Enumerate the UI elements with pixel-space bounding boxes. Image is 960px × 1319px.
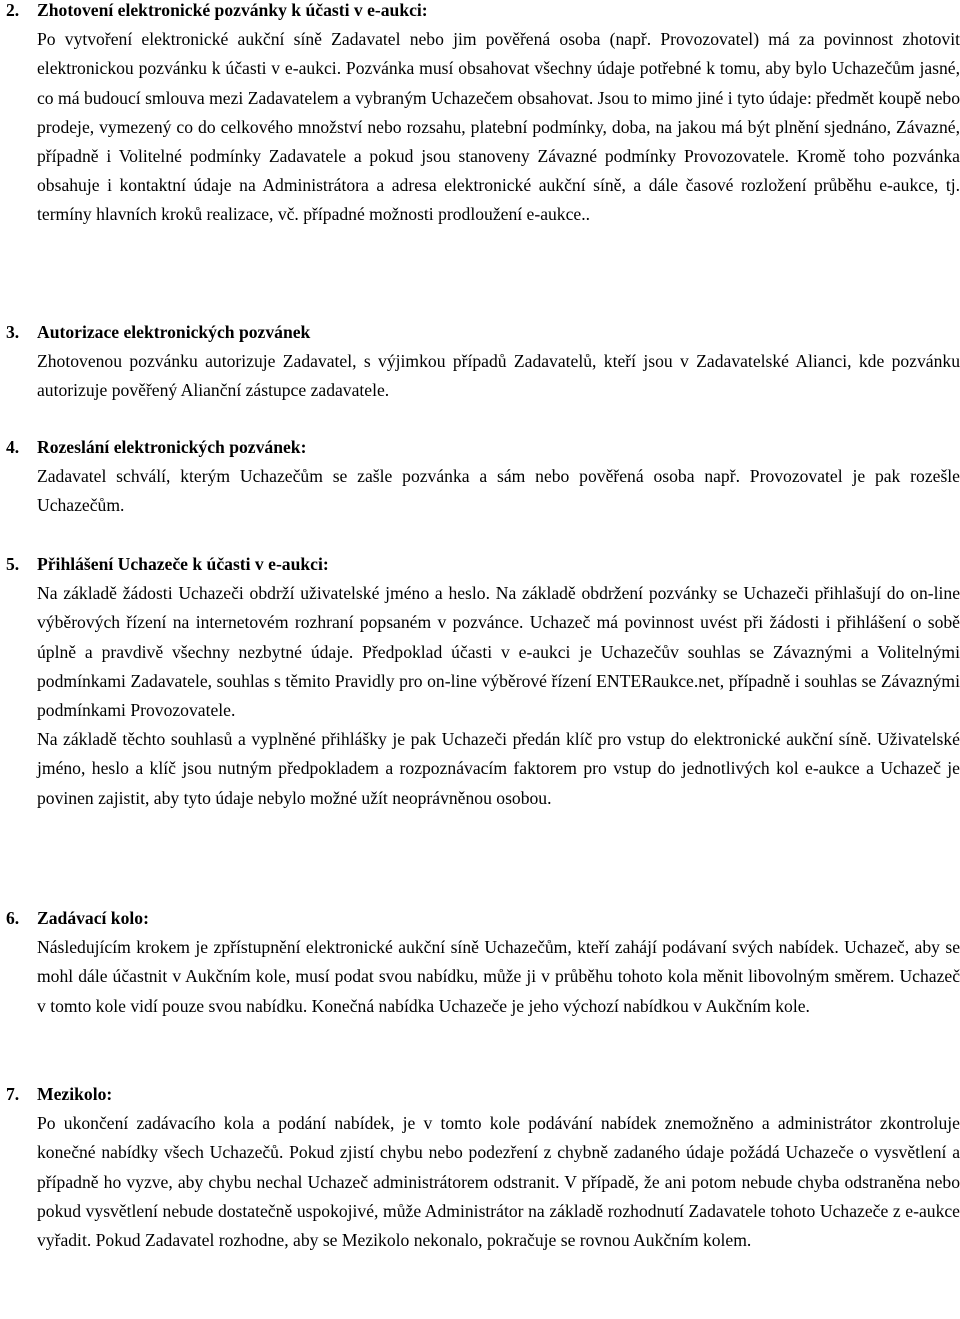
section-title: Autorizace elektronických pozvánek — [37, 322, 311, 342]
section-number: 7. — [6, 1084, 20, 1104]
section-paragraph: Po vytvoření elektronické aukční síně Zadavatel nebo jim pověřená osoba (např. Provozovatel) má za povinnost zhotovit elektronickou pozvánku k účasti v e-aukci. Pozvánka musí obsahovat všechny údaje potřebné k tomu, aby bylo Uchazečům jasné, co má budoucí smlouva mezi Zadavatelem a vybraným Uchazečem obsahovat. Jsou to mimo jiné i tyto údaje: předmět koupě nebo prodeje, vymezený co do celkového množství nebo rozsahu, platební podmínky, doba, na jakou má být plnění sjednáno, Závazné, případně i Volitelné podmínky Zadavatele a pokud jsou stanoveny Závazné podmínky Provozovatele. Kromě toho pozvánka obsahuje i kontaktní údaje na Administrátora a adresa elektronické aukční síně, a dále časové rozložení průběhu e-aukce, tj. termíny hlavních kroků realizace, vč. případné možnosti prodloužení e-aukce.. — [37, 29, 960, 225]
section-number: 6. — [6, 908, 20, 928]
section-2 — [0, 0, 960, 230]
section-paragraph: Na základě těchto souhlasů a vyplněné přihlášky je pak Uchazeči předán klíč pro vstup do elektronické aukční síně. Uživatelské jméno, heslo a klíč jsou nutným předpokladem a rozpoznávacím faktorem pro vstup do jednotlivých kol e-aukce a Uchazeč je povinen zajistit, aby tyto údaje nebylo možné užít neoprávněnou osobou. — [37, 729, 960, 808]
section-title: Rozeslání elektronických pozvánek: — [37, 437, 307, 457]
section-4 — [0, 433, 960, 521]
section-title: Zadávací kolo: — [37, 908, 149, 928]
section-3 — [0, 318, 960, 406]
section-7 — [0, 1080, 960, 1255]
section-paragraph: Zadavatel schválí, kterým Uchazečům se zašle pozvánka a sám nebo pověřená osoba např. Provozovatel je pak rozešle Uchazečům. — [37, 466, 960, 516]
section-title: Přihlášení Uchazeče k účasti v e-aukci: — [37, 554, 329, 574]
section-paragraph: Po ukončení zadávacího kola a podání nabídek, je v tomto kole podávání nabídek znemožněno a administrátor zkontroluje konečné nabídky všech Uchazečů. Pokud zjistí chybu nebo podezření z chybně zadaného údaje požádá Uchazeče o vysvětlení a případně ho vyzve, aby chybu nechal Uchazeč administrátorem odstranit. V případě, že ani potom nebude chyba odstraněna nebo pokud vysvětlení nebude dostatečně uspokojivé, může Administrátor na základě rozhodnutí Zadavatele tohoto Uchazeče z e-aukce vyřadit. Pokud Zadavatel rozhodne, aby se Mezikolo nekonalo, pokračuje se rovnou Aukčním kolem. — [37, 1113, 960, 1251]
section-paragraph: Následujícím krokem je zpřístupnění elektronické aukční síně Uchazečům, kteří zahájí podávaní svých nabídek. Uchazeč, aby se mohl dále účastnit v Aukčním kole, musí podat svou nabídku, může ji v průběhu tohoto kola měnit libovolným směrem. Uchazeč v tomto kole vidí pouze svou nabídku. Konečná nabídka Uchazeče je jeho výchozí nabídkou v Aukčním kole. — [37, 937, 960, 1016]
section-number: 2. — [6, 0, 20, 20]
section-6 — [0, 904, 960, 1021]
section-number: 3. — [6, 322, 20, 342]
section-paragraph: Zhotovenou pozvánku autorizuje Zadavatel, s výjimkou případů Zadavatelů, kteří jsou v Zadavatelské Alianci, kde pozvánku autorizuje pověřený Alianční zástupce zadavatele. — [37, 351, 960, 401]
section-title: Zhotovení elektronické pozvánky k účasti v e-aukci: — [37, 0, 428, 20]
section-number: 5. — [6, 554, 20, 574]
section-5 — [0, 550, 960, 813]
section-number: 4. — [6, 437, 20, 457]
section-title: Mezikolo: — [37, 1084, 113, 1104]
section-paragraph: Na základě žádosti Uchazeči obdrží uživatelské jméno a heslo. Na základě obdržení pozvánky se Uchazeči přihlašují do on-line výběrových řízení na internetovém rozhraní popsaném v pozvánce. Uchazeč má povinnost uvést při žádosti i přihlášení o sobě úplně a pravdivě všechny nezbytné údaje. Předpoklad účasti v e-aukci je Uchazečův souhlas se Závaznými a Volitelnými podmínkami Zadavatele, souhlas s těmito Pravidly pro on-line výběrové řízení ENTERaukce.net, případně i souhlas se Závaznými podmínkami Provozovatele. — [37, 583, 960, 721]
